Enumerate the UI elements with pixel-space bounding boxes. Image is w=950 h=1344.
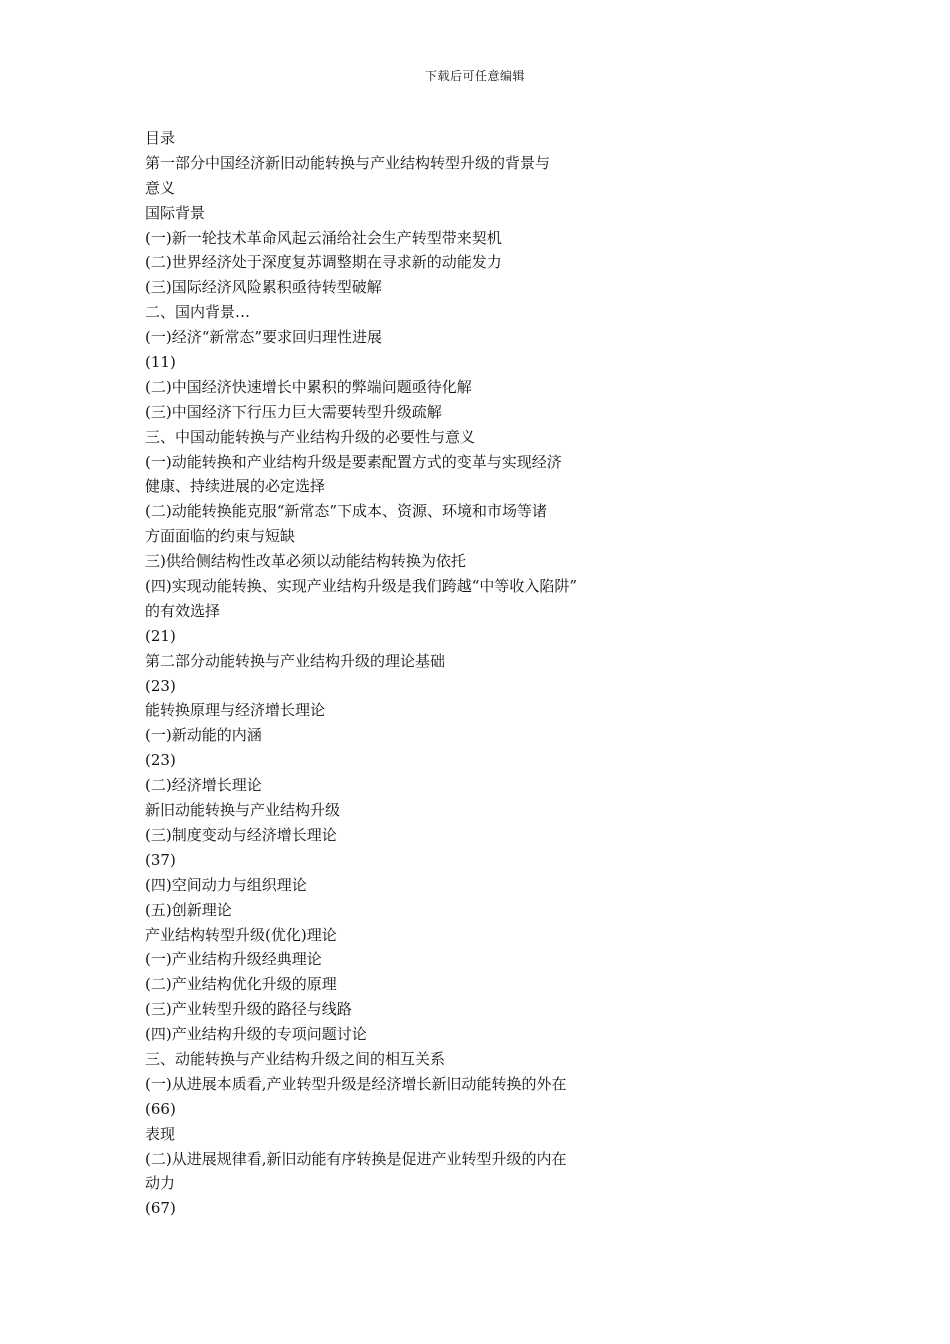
toc-entry: 意义: [145, 178, 176, 197]
toc-entry: 产业结构转型升级(优化)理论: [145, 925, 337, 944]
page-header-note: 下载后可任意编辑: [424, 69, 525, 83]
toc-entry: (66): [145, 1099, 176, 1118]
toc-entry: (四)实现动能转换、实现产业结构升级是我们跨越“中等收入陷阱”: [145, 577, 578, 596]
toc-entry: 动力: [145, 1174, 176, 1193]
toc-entry: 三)供给侧结构性改革必须以动能结构转换为依托: [145, 552, 466, 571]
toc-entry: (一)从进展本质看,产业转型升级是经济增长新旧动能转换的外在: [145, 1074, 567, 1093]
toc-entry: 能转换原理与经济增长理论: [145, 701, 326, 720]
toc-entry: (一)经济“新常态”要求回归理性进展: [145, 328, 383, 347]
toc-entry: 二、国内背景…: [145, 303, 251, 322]
toc-entry: (21): [145, 626, 176, 645]
toc-entry: 健康、持续进展的必定选择: [145, 477, 326, 496]
toc-entry: (23): [145, 676, 176, 695]
toc-entry: (二)动能转换能克服“新常态”下成本、资源、环境和市场等诸: [145, 502, 548, 521]
toc-entry: (23): [145, 751, 176, 770]
toc-entry: 方面面临的约束与短缺: [145, 527, 296, 546]
toc-entry: (67): [145, 1199, 176, 1218]
table-of-contents: [145, 126, 645, 1221]
toc-entry: (三)制度变动与经济增长理论: [145, 825, 337, 844]
toc-entry: (11): [145, 353, 176, 372]
toc-entry: 表现: [145, 1124, 176, 1143]
toc-entry: 三、动能转换与产业结构升级之间的相互关系: [145, 1049, 446, 1068]
toc-entry: 新旧动能转换与产业结构升级: [145, 801, 341, 820]
toc-entry: 目录: [145, 129, 176, 147]
toc-entry: (五)创新理论: [145, 900, 232, 919]
toc-entry: (四)空间动力与组织理论: [145, 875, 307, 894]
toc-entry: (二)中国经济快速增长中累积的弊端问题亟待化解: [145, 377, 472, 396]
toc-entry: 第一部分中国经济新旧动能转换与产业结构转型升级的背景与: [145, 153, 551, 172]
toc-entry: (二)从进展规律看,新旧动能有序转换是促进产业转型升级的内在: [145, 1149, 567, 1168]
toc-entry: 三、中国动能转换与产业结构升级的必要性与意义: [145, 427, 476, 446]
toc-entry: 第二部分动能转换与产业结构升级的理论基础: [145, 651, 446, 670]
toc-entry: (二)经济增长理论: [145, 776, 262, 795]
toc-entry: (三)产业转型升级的路径与线路: [145, 1000, 352, 1019]
toc-entry: (四)产业结构升级的专项问题讨论: [145, 1025, 367, 1044]
toc-entry: (一)新动能的内涵: [145, 726, 262, 745]
toc-entry: (一)产业结构升级经典理论: [145, 950, 322, 969]
toc-entry: (一)动能转换和产业结构升级是要素配置方式的变革与实现经济: [145, 452, 562, 471]
toc-entry: (二)世界经济处于深度复苏调整期在寻求新的动能发力: [145, 253, 502, 272]
toc-entry: (三)国际经济风险累积亟待转型破解: [145, 278, 382, 297]
toc-entry: 的有效选择: [145, 601, 221, 620]
toc-entry: (37): [145, 850, 176, 869]
toc-entry: (二)产业结构优化升级的原理: [145, 975, 337, 994]
toc-entry: (一)新一轮技术革命风起云涌给社会生产转型带来契机: [145, 228, 502, 247]
toc-entry: 国际背景: [145, 203, 206, 222]
toc-entry: (三)中国经济下行压力巨大需要转型升级疏解: [145, 402, 442, 421]
